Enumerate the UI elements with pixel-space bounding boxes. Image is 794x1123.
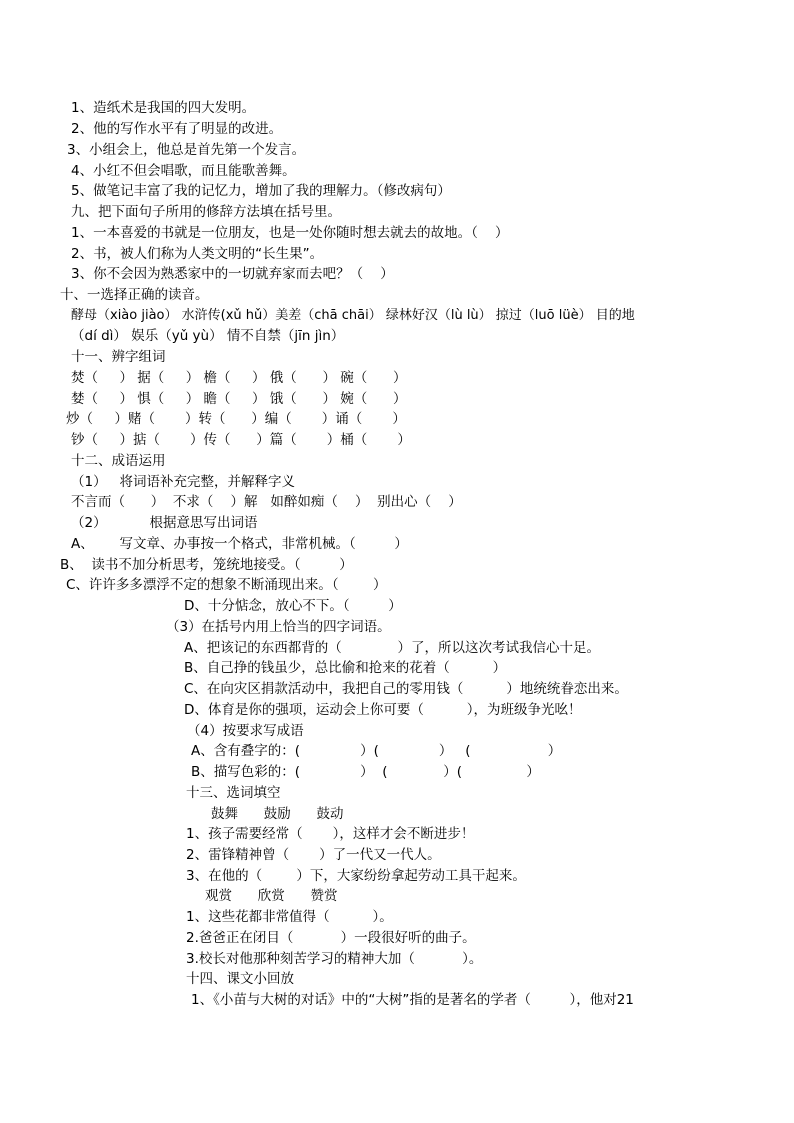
section-heading-13: 十三、选词填空 — [186, 785, 281, 801]
text-line-32: A、含有叠字的：( ）( ） ( ） — [191, 743, 562, 759]
text-line-38: 3、在他的（ ）下，大家纷纷拿起劳动工具干起来。 — [186, 868, 526, 884]
text-line-24: C、许许多多漂浮不定的想象不断涌现出来。（ ） — [66, 577, 387, 593]
text-line-41: 2.爸爸正在闭目（ ）一段很好听的曲子。 — [186, 930, 476, 946]
text-line-36: 1、孩子需要经常（ ），这样才会不断进步！ — [186, 826, 475, 842]
text-line-44: 1、《小苗与大树的对话》中的“大树”指的是著名的学者（ ），他对21 — [191, 992, 634, 1008]
text-line-2: 2、他的写作水平有了明显的改进。 — [71, 121, 283, 137]
text-line-26: （3）在括号内用上恰当的四字词语。 — [166, 619, 391, 635]
text-line-40: 1、这些花都非常值得（ ）。 — [186, 909, 393, 925]
section-heading-11: 十一、辨字组词 — [71, 349, 166, 365]
text-line-22: A、 写文章、办事按一个格式，非常机械。（ ） — [71, 536, 408, 552]
text-line-25: D、十分惦念，放心不下。（ ） — [184, 598, 402, 614]
text-line-28: B、自己挣的钱虽少，总比偷和抢来的花着（ ） — [184, 660, 507, 676]
text-line-12: （dí dì） 娱乐（yǔ yù） 情不自禁（jīn jìn） — [71, 328, 345, 344]
text-line-7: 1、一本喜爱的书就是一位朋友，也是一处你随时想去就去的故地。（ ） — [71, 225, 509, 241]
text-line-37: 2、雷锋精神曾（ ）了一代又一代人。 — [186, 847, 441, 863]
section-heading-10: 十、一选择正确的读音。 — [60, 287, 209, 303]
text-line-30: D、体育是你的强项，运动会上你可要（ ），为班级争光吆！ — [184, 702, 582, 718]
text-line-21: （2） 根据意思写出词语 — [71, 515, 258, 531]
text-line-29: C、在向灾区捐款活动中，我把自己的零用钱（ ）地统统眷恋出来。 — [184, 681, 628, 697]
text-line-5: 5、做笔记丰富了我的记忆力，增加了我的理解力。（修改病句） — [71, 183, 451, 199]
text-line-27: A、把该记的东西都背的（ ）了，所以这次考试我信心十足。 — [184, 640, 601, 656]
text-line-20: 不言而（ ） 不求（ ）解 如醉如痴（ ） 别出心（ ） — [71, 494, 462, 510]
text-line-8: 2、书，被人们称为人类文明的“长生果”。 — [71, 246, 324, 262]
text-line-4: 4、小红不但会唱歌，而且能歌善舞。 — [71, 163, 296, 179]
section-heading-12: 十二、成语运用 — [71, 453, 166, 469]
text-line-11: 酵母（xiào jiào） 水浒传(xǔ hǔ）美差（chā chāi） 绿林好汉（lù lù） 掠过（luō lüè） 目的地 — [71, 308, 635, 323]
text-line-1: 1、造纸术是我国的四大发明。 — [71, 100, 256, 116]
word-choices-1: 鼓舞 鼓励 鼓动 — [211, 806, 344, 822]
text-line-9: 3、你不会因为熟悉家中的一切就弃家而去吧？（ ） — [71, 266, 394, 282]
text-line-23: B、 读书不加分析思考，笼统地接受。（ ） — [60, 557, 353, 573]
word-choices-2: 观赏 欣赏 赞赏 — [205, 888, 338, 904]
text-line-14: 焚（ ） 据（ ） 檐（ ） 俄（ ） 碗（ ） — [71, 370, 407, 386]
text-line-17: 钞（ ）掂（ ）传（ ）篇（ ）桶（ ） — [71, 432, 411, 448]
text-line-42: 3.校长对他那种刻苦学习的精神大加（ ）。 — [186, 951, 483, 967]
text-line-31: （4）按要求写成语 — [187, 723, 304, 739]
text-line-19: （1） 将词语补充完整，并解释字义 — [71, 474, 295, 490]
text-line-15: 婪（ ） 惧（ ） 瞻（ ） 饿（ ） 婉（ ） — [71, 391, 407, 407]
section-heading-14: 十四、课文小回放 — [186, 971, 294, 987]
text-line-3: 3、小组会上，他总是首先第一个发言。 — [67, 142, 306, 158]
text-line-33: B、描写色彩的：( ） ( ）( ） — [191, 764, 540, 780]
text-line-16: 炒（ ）赌（ ）转（ ）编（ ）诵（ ） — [66, 411, 406, 427]
section-heading-9: 九、把下面句子所用的修辞方法填在括号里。 — [71, 204, 341, 220]
